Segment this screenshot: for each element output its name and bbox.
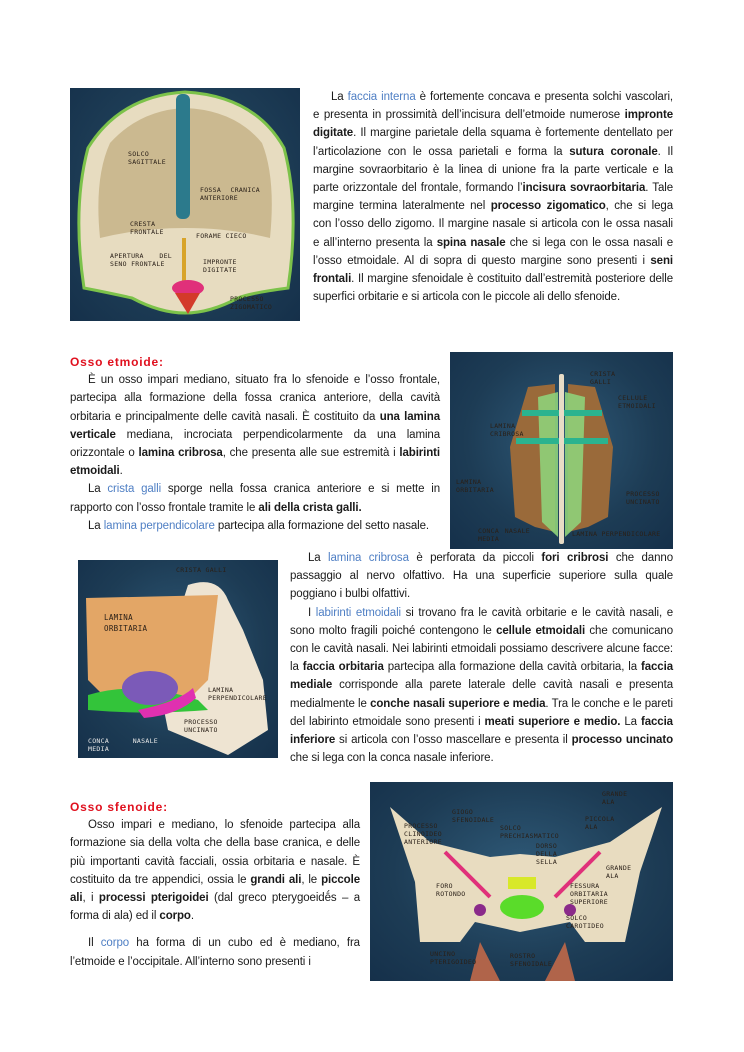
text-run: È un osso impari mediano, situato fra lo sfenoide e l’osso frontale, partecipa alla formazione della fossa cranica anteriore, della cavità orbitaria e principalmente delle cavità nasali. È costituito da	[70, 374, 440, 423]
section-etmoide	[70, 352, 673, 549]
text-run: corrisponde alla parete laterale delle cavità nasali e presenta medialmente le	[290, 679, 673, 710]
label-solco-sagittale: SOLCO SAGITTALE	[128, 150, 166, 166]
bold-term: spina nasale	[436, 236, 506, 249]
label-giogo-sfenoidale: GIOGO SFENOIDALE	[452, 808, 495, 824]
bold-term: faccia inferiore	[290, 715, 673, 747]
text-run: sporge nella fossa cranica anteriore e si mette in rapporto con l’osso frontale tramite le	[70, 483, 440, 514]
text-run: si trovano fra le cavità orbitarie e le cavità nasali, e sono molto fragili poiché contengono le	[290, 606, 673, 637]
bold-term: impronte digitate	[313, 109, 673, 140]
text-run: ha forma di un cubo ed è mediano, fra l’etmoide e l’occipitale. All’interno sono presenti i	[70, 937, 360, 968]
label-processo-uncinato: PROCESSO UNCINATO	[184, 718, 218, 734]
text-run: che si lega con le ossa nasali e l’osso etmoidale. Al di sopra di questo margine sono presenti i	[313, 236, 674, 267]
text-run: . Il margine parietale della squama è fortemente dentellato per l’articolazione con le ossa parietali e forma la	[313, 127, 673, 158]
label-grande-ala: GRANDE ALA	[606, 864, 632, 880]
bold-term: fori cribrosi	[541, 552, 609, 564]
label-lamina-cribrosa: LAMINA CRIBROSA	[490, 422, 524, 438]
label-processo-uncinato: PROCESSO UNCINATO	[626, 490, 660, 506]
text-run: La	[620, 715, 641, 728]
label-impronte-digitate: IMPRONTE DIGITATE	[203, 258, 237, 274]
highlighted-term: corpo	[100, 937, 130, 950]
text-run: che danno passaggio al nervo olfattivo. Ha una superficie superiore sulla quale poggiano i bulbi olfattivi.	[290, 552, 673, 601]
label-crista-galli: CRISTA GALLI	[590, 370, 616, 386]
heading-osso-etmoide: Osso etmoide:	[70, 355, 164, 369]
text-run: .	[190, 910, 194, 923]
bold-term: faccia orbitaria	[302, 661, 384, 674]
text-run: che si lega con la conca nasale inferiore.	[290, 752, 494, 765]
text-run: Osso impari e mediano, lo sfenoide partecipa alla formazione sia della volta che della base cranica, e delle più importanti cavità facciali, ossia orbitaria e nasale. È costituito da tre appendici, ossia le	[70, 819, 360, 886]
section-frontale	[70, 88, 673, 325]
text-run: partecipa alla formazione del setto nasale.	[214, 519, 429, 532]
label-lamina-perpendicolare: LAMINA PERPENDICOLARE	[572, 530, 661, 538]
text-run: .	[119, 465, 123, 478]
bold-term: piccole ali	[70, 873, 360, 905]
label-lamina-orbitaria: LAMINA ORBITARIA	[104, 613, 148, 633]
label-solco-carotideo: SOLCO CAROTIDEO	[566, 914, 604, 930]
text-run: è fortemente concava e presenta solchi vascolari, e presenta in prossimità dell’incisura dell’etmoide numerose	[313, 91, 674, 122]
ethmoid-anterior-drawing	[450, 352, 673, 549]
text-run: mediana, incrociata perpendicolarmente da una lamina orizzontale o	[70, 428, 440, 460]
label-conca-nasale-media: CONCA NASALE MEDIA	[88, 737, 158, 753]
highlighted-term: labirinti etmoidali	[315, 606, 402, 619]
ethmoid-lateral-image	[78, 560, 278, 758]
text-run: . Tale margine termina lateralmente nel	[313, 182, 674, 213]
highlighted-term: lamina perpendicolare	[103, 519, 215, 532]
label-solco-prechiasmatico: SOLCO PRECHIASMATICO	[500, 824, 559, 840]
label-fossa-cranica: FOSSA CRANICA ANTERIORE	[200, 186, 260, 202]
frontal-bone-image	[70, 88, 300, 321]
text-run: La	[308, 552, 329, 564]
bold-term: faccia mediale	[290, 661, 673, 692]
text-run: partecipa alla formazione della cavità orbitaria, la	[383, 661, 641, 674]
section-sfenoide	[70, 782, 673, 981]
text-run: . Il margine sovraorbitario è la linea di unione fra la parte verticale e la parte orizzontale del frontale, formando l’	[313, 145, 673, 195]
text-run: La	[88, 483, 108, 496]
label-apertura-seno: APERTURA DEL SENO FRONTALE	[110, 252, 172, 268]
highlighted-term: crista galli	[107, 483, 162, 496]
section-etmoide-cont	[70, 549, 673, 767]
bold-term: cellule etmoidali	[496, 624, 586, 637]
text-run: . Il margine sfenoidale è costituito dall’estremità posteriore delle superfici orbitarie e si articola con le piccole ali dello sfenoide.	[313, 273, 673, 304]
text-run: , le	[301, 873, 322, 886]
text-run: La	[88, 519, 104, 532]
ethmoid-lateral-drawing	[78, 560, 278, 758]
text-run: La	[331, 91, 348, 103]
label-grande-ala-top: GRANDE ALA	[602, 790, 628, 806]
label-conca-nasale-media: CONCA NASALE MEDIA	[478, 527, 530, 543]
label-processo-clinoideo: PROCESSO CLINOIDEO ANTERIORE	[404, 822, 442, 846]
label-forame-cieco: FORAME CIECO	[196, 232, 247, 240]
text-run: si articola con l’osso mascellare e presenta il	[335, 734, 572, 747]
bold-term: labirinti etmoidali	[70, 447, 441, 478]
text-run: . Tra le conche e le pareti del labirinto etmoidale sono presenti i	[290, 697, 673, 728]
text-run: , i	[82, 892, 99, 905]
label-cresta-frontale: CRESTA FRONTALE	[130, 220, 164, 236]
bold-term: grandi ali	[250, 873, 302, 886]
bold-term: lamina cribrosa	[138, 447, 223, 460]
text-run: (dal greco pterygoeidḗs – a forma di ala) ed il	[70, 892, 360, 923]
frontal-bone-drawing	[70, 88, 300, 321]
text-run: , che si lega con l’osso dello zigomo. Il margine nasale si articola con le ossa nasali e all’interno presenta la	[313, 200, 673, 249]
bold-term: sutura coronale	[569, 145, 658, 158]
bold-term: conche nasali superiore e media	[370, 697, 546, 710]
label-piccola-ala: PICCOLA ALA	[585, 815, 615, 831]
label-lamina-perpendicolare: LAMINA PERPENDICOLARE	[208, 686, 267, 702]
bold-term: processi pterigoidei	[98, 892, 209, 905]
label-uncino-pterigoideo: UNCINO PTERIGOIDEO	[430, 950, 477, 966]
text-run: , che presenta alle sue estremità i	[222, 447, 400, 460]
bold-term: una lamina verticale	[70, 410, 441, 441]
text-run: che comunicano con le cavità nasali. Nei labirinti etmoidali possiamo descrivere alcune facce: la	[290, 624, 673, 674]
text-run: I	[308, 606, 316, 619]
bold-term: ali della crista galli.	[258, 501, 362, 514]
highlighted-term: faccia interna	[347, 91, 416, 103]
heading-osso-sfenoide: Osso sfenoide:	[70, 800, 168, 814]
highlighted-term: lamina cribrosa	[328, 552, 409, 564]
text-run: è perforata da piccoli	[408, 552, 542, 564]
bold-term: incisura sovraorbitaria	[522, 182, 646, 195]
bold-term: processo uncinato	[571, 734, 673, 747]
ethmoid-anterior-image	[450, 352, 673, 549]
label-foro-rotondo: FORO ROTONDO	[436, 882, 466, 898]
label-lamina-orbitaria: LAMINA ORBITARIA	[456, 478, 494, 494]
label-rostro-sfenoidale: ROSTRO SFENOIDALE	[510, 952, 553, 968]
bold-term: seni frontali	[313, 254, 673, 286]
text-run: Il	[88, 937, 101, 950]
label-processo-zigomatico: PROCESSO ZIGOMATICO	[230, 295, 273, 311]
sphenoid-image	[370, 782, 673, 981]
label-cellule-etmoidali: CELLULE ETMOIDALI	[618, 394, 656, 410]
bold-term: processo zigomatico	[490, 200, 606, 213]
label-fessura-orbitaria: FESSURA ORBITARIA SUPERIORE	[570, 882, 608, 906]
label-crista-galli: CRISTA GALLI	[176, 566, 227, 574]
label-dorso-sella: DORSO DELLA SELLA	[536, 842, 558, 866]
bold-term: corpo	[159, 910, 191, 923]
bold-term: meati superiore e medio.	[484, 715, 621, 728]
